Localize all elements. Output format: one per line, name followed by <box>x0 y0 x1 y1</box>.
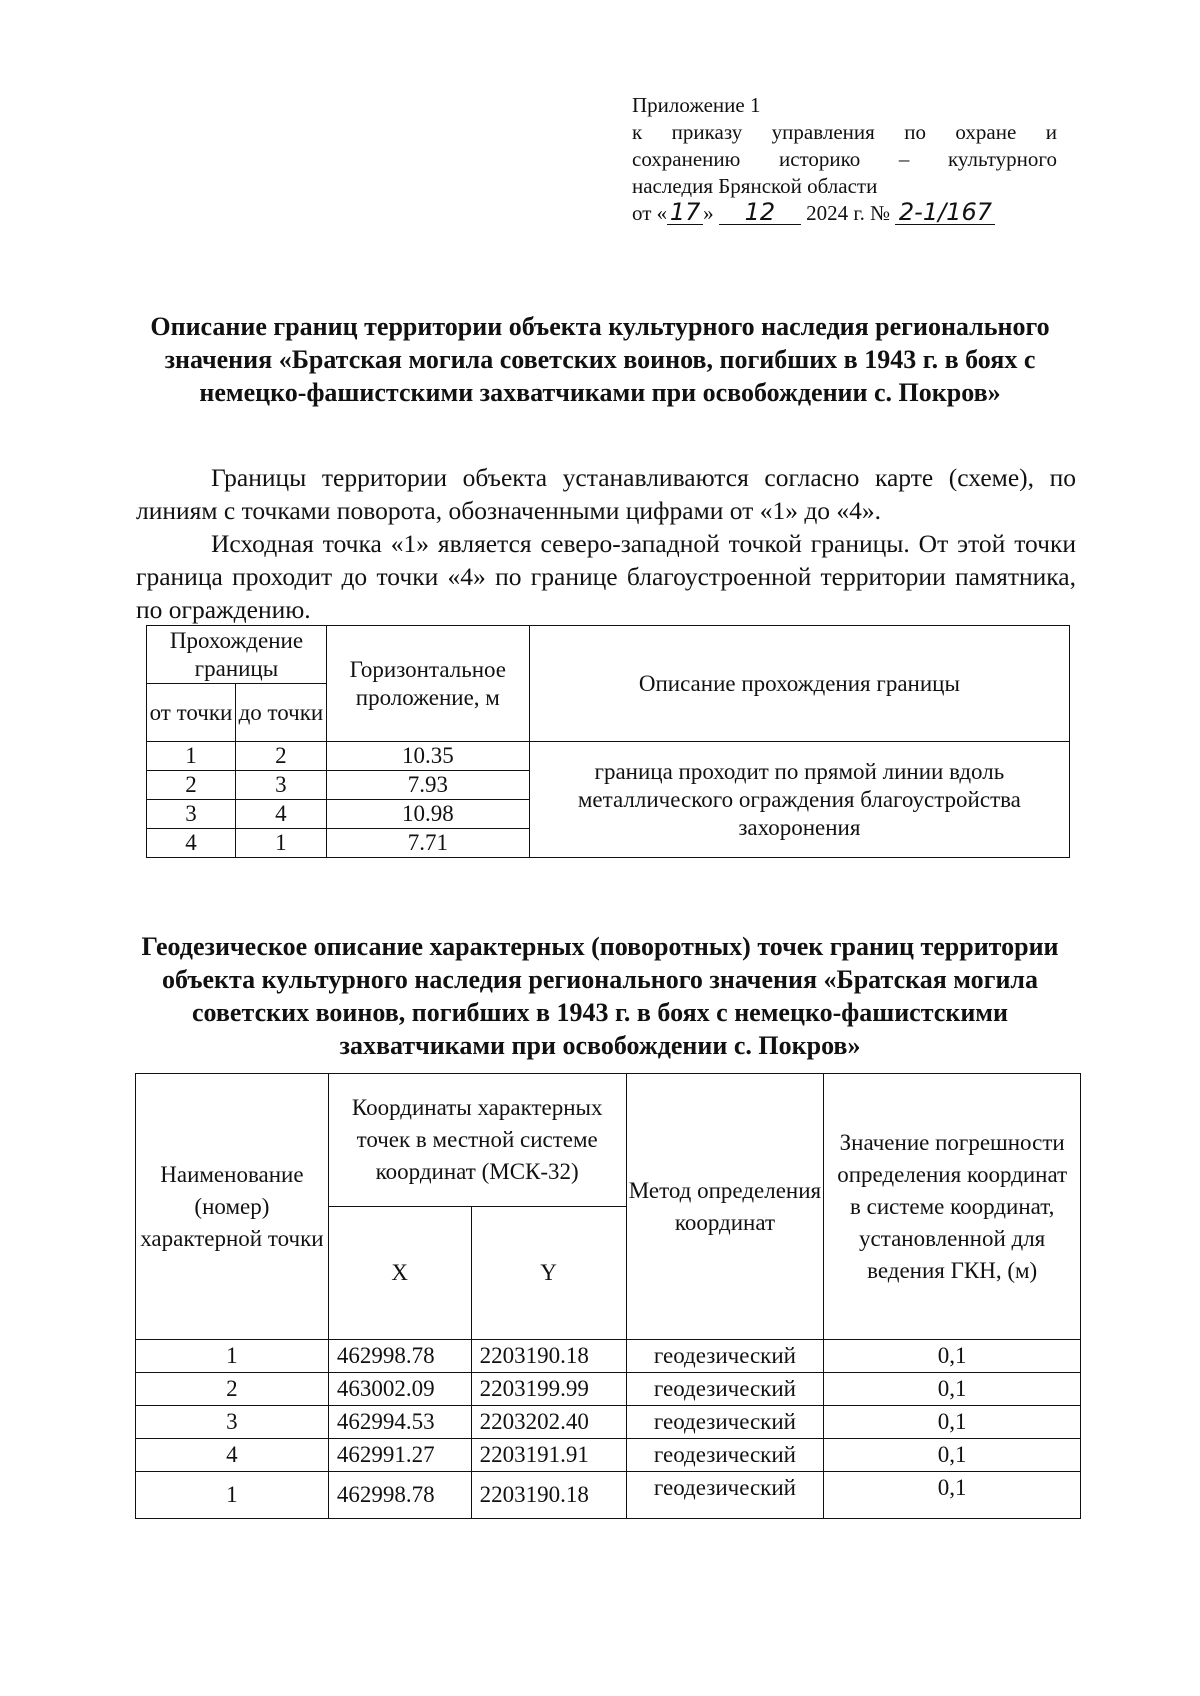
cell-from: 4 <box>147 829 236 858</box>
cell-y: 2203191.91 <box>471 1439 626 1472</box>
cell-error: 0,1 <box>824 1472 1081 1519</box>
cell-x: 462994.53 <box>328 1406 471 1439</box>
cell-distance: 10.98 <box>326 800 529 829</box>
cell-x: 463002.09 <box>328 1373 471 1406</box>
cell-distance: 7.93 <box>326 771 529 800</box>
cell-error: 0,1 <box>824 1406 1081 1439</box>
cell-distance: 10.35 <box>326 742 529 771</box>
boundary-passage-table <box>146 625 1070 858</box>
header-from-point: от точки <box>147 684 236 742</box>
cell-y: 2203190.18 <box>471 1340 626 1373</box>
table-row <box>136 1406 1081 1439</box>
table-row <box>147 742 1070 771</box>
paragraph-boundaries-text: Границы территории объекта устанавливаются согласно карте (схеме), по линиям с точками поворота, обозначенными цифрами от «1» до «4». <box>136 463 1076 525</box>
cell-from: 2 <box>147 771 236 800</box>
cell-distance: 7.71 <box>326 829 529 858</box>
header-y: Y <box>471 1207 626 1340</box>
paragraph-boundaries <box>136 461 1076 527</box>
cell-method: геодезический <box>626 1472 824 1519</box>
date-prefix: от « <box>632 201 668 225</box>
header-error: Значение погрешности определения координат в системе координат, установленной для ведения ГКН, (м) <box>824 1074 1081 1340</box>
cell-from: 1 <box>147 742 236 771</box>
appendix-date-line <box>632 200 1057 227</box>
header-point-name: Наименование (номер) характерной точки <box>136 1074 329 1340</box>
order-number: 2-1/167 <box>895 200 995 225</box>
heading-geodetic-description: Геодезическое описание характерных (поворотных) точек границ территории объекта культурного наследия регионального значения «Братская могила советских воинов, погибших в 1943 г. в боях с немецко-фашистскими захватчиками при освобождении с. Покров» <box>141 932 1059 1060</box>
cell-point-name: 1 <box>136 1340 329 1373</box>
cell-to: 2 <box>235 742 326 771</box>
cell-method: геодезический <box>626 1439 824 1472</box>
cell-error: 0,1 <box>824 1373 1081 1406</box>
table-row <box>136 1373 1081 1406</box>
cell-method: геодезический <box>626 1340 824 1373</box>
cell-y: 2203190.18 <box>471 1472 626 1519</box>
header-x: X <box>328 1207 471 1340</box>
date-month: 12 <box>719 200 801 225</box>
appendix-block <box>632 92 1057 227</box>
heading-boundary-description: Описание границ территории объекта культурного наследия регионального значения «Братская могила советских воинов, погибших в 1943 г. в боях с немецко-фашистскими захватчиками при освобождении с. Покров» <box>150 312 1050 407</box>
cell-method: геодезический <box>626 1373 824 1406</box>
appendix-line-2: сохранению историко – культурного <box>632 147 1057 171</box>
header-to-point: до точки <box>235 684 326 742</box>
header-description: Описание прохождения границы <box>529 626 1069 742</box>
cell-x: 462998.78 <box>328 1472 471 1519</box>
cell-method: геодезический <box>626 1406 824 1439</box>
cell-x: 462998.78 <box>328 1340 471 1373</box>
cell-y: 2203199.99 <box>471 1373 626 1406</box>
table-row <box>136 1472 1081 1519</box>
cell-description: граница проходит по прямой линии вдоль металлического ограждения благоустройства захоронения <box>529 742 1069 858</box>
cell-y: 2203202.40 <box>471 1406 626 1439</box>
cell-error: 0,1 <box>824 1439 1081 1472</box>
cell-from: 3 <box>147 800 236 829</box>
appendix-title: Приложение 1 <box>632 93 761 117</box>
table-row <box>136 1340 1081 1373</box>
cell-error: 0,1 <box>824 1340 1081 1373</box>
paragraph-start-point <box>136 527 1076 626</box>
date-day: 17 <box>667 200 703 225</box>
cell-point-name: 2 <box>136 1373 329 1406</box>
table-row <box>136 1439 1081 1472</box>
date-year: 2024 г. № <box>806 201 891 225</box>
paragraph-start-point-text: Исходная точка «1» является северо-западной точкой границы. От этой точки граница проходит до точки «4» по границе благоустроенной территории памятника, по ограждению. <box>136 529 1076 624</box>
cell-point-name: 3 <box>136 1406 329 1439</box>
appendix-line-1: к приказу управления по охране и <box>632 120 1057 144</box>
geodetic-points-table <box>135 1073 1081 1519</box>
header-method: Метод определения координат <box>626 1074 824 1340</box>
header-passage: Прохождение границы <box>147 626 327 684</box>
cell-x: 462991.27 <box>328 1439 471 1472</box>
cell-point-name: 1 <box>136 1472 329 1519</box>
cell-to: 1 <box>235 829 326 858</box>
cell-to: 4 <box>235 800 326 829</box>
cell-to: 3 <box>235 771 326 800</box>
appendix-line-3: наследия Брянской области <box>632 174 878 198</box>
header-distance: Горизонтальное проложение, м <box>326 626 529 742</box>
cell-point-name: 4 <box>136 1439 329 1472</box>
header-coordinates: Координаты характерных точек в местной системе координат (МСК-32) <box>328 1074 626 1207</box>
date-mid: » <box>703 201 714 225</box>
